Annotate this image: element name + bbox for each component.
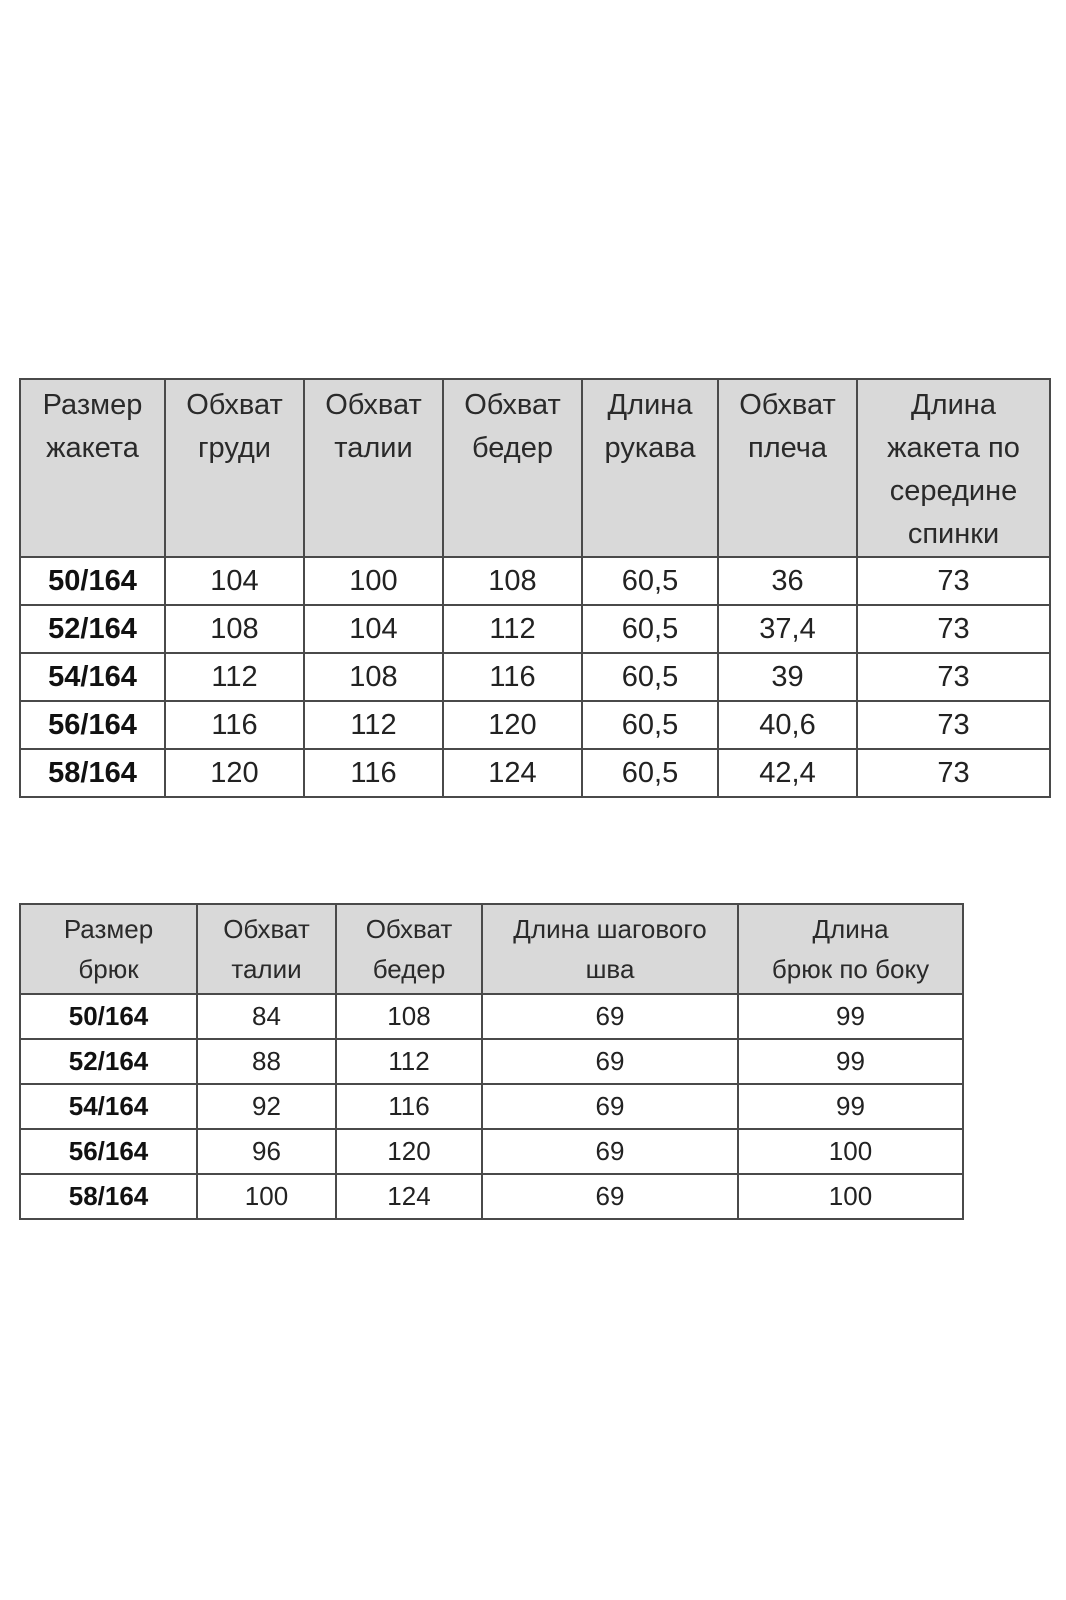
jacket-header-sleeve-length: Длина рукава [582, 379, 718, 557]
table-cell: 124 [336, 1174, 482, 1219]
trousers-header-row [20, 904, 963, 994]
trousers-header-waist: Обхват талии [197, 904, 336, 994]
table-cell: 100 [738, 1174, 963, 1219]
jacket-header-hips: Обхват бедер [443, 379, 582, 557]
table-cell: 73 [857, 605, 1050, 653]
table-cell: 60,5 [582, 749, 718, 797]
table-cell: 69 [482, 994, 738, 1039]
table-cell: 96 [197, 1129, 336, 1174]
table-cell: 108 [336, 994, 482, 1039]
table-cell: 88 [197, 1039, 336, 1084]
size-cell: 58/164 [20, 1174, 197, 1219]
table-cell: 92 [197, 1084, 336, 1129]
table-cell: 104 [304, 605, 443, 653]
jacket-header-chest: Обхват груди [165, 379, 304, 557]
table-cell: 60,5 [582, 605, 718, 653]
table-cell: 108 [443, 557, 582, 605]
table-cell: 73 [857, 749, 1050, 797]
table-cell: 73 [857, 653, 1050, 701]
table-cell: 60,5 [582, 701, 718, 749]
table-cell: 120 [336, 1129, 482, 1174]
table-cell: 108 [304, 653, 443, 701]
trousers-size-table [19, 903, 964, 1220]
table-cell: 116 [443, 653, 582, 701]
table-cell: 69 [482, 1129, 738, 1174]
table-row [20, 653, 1050, 701]
trousers-header-hips: Обхват бедер [336, 904, 482, 994]
table-cell: 108 [165, 605, 304, 653]
table-cell: 84 [197, 994, 336, 1039]
table-row [20, 994, 963, 1039]
table-cell: 112 [336, 1039, 482, 1084]
table-cell: 69 [482, 1084, 738, 1129]
size-cell: 50/164 [20, 994, 197, 1039]
table-cell: 116 [336, 1084, 482, 1129]
table-cell: 36 [718, 557, 857, 605]
table-row [20, 605, 1050, 653]
table-cell: 99 [738, 994, 963, 1039]
table-row [20, 557, 1050, 605]
jacket-header-waist: Обхват талии [304, 379, 443, 557]
jacket-header-shoulder: Обхват плеча [718, 379, 857, 557]
table-row [20, 1174, 963, 1219]
table-cell: 73 [857, 701, 1050, 749]
size-cell: 52/164 [20, 1039, 197, 1084]
table-cell: 69 [482, 1039, 738, 1084]
table-cell: 69 [482, 1174, 738, 1219]
table-cell: 100 [304, 557, 443, 605]
jacket-header-row [20, 379, 1050, 557]
table-cell: 39 [718, 653, 857, 701]
size-cell: 58/164 [20, 749, 165, 797]
table-cell: 42,4 [718, 749, 857, 797]
trousers-header-size: Размер брюк [20, 904, 197, 994]
table-cell: 60,5 [582, 557, 718, 605]
table-row [20, 701, 1050, 749]
size-cell: 52/164 [20, 605, 165, 653]
table-cell: 116 [165, 701, 304, 749]
table-cell: 60,5 [582, 653, 718, 701]
table-row [20, 749, 1050, 797]
size-cell: 54/164 [20, 1084, 197, 1129]
size-cell: 54/164 [20, 653, 165, 701]
size-cell: 56/164 [20, 701, 165, 749]
table-cell: 120 [165, 749, 304, 797]
table-cell: 99 [738, 1084, 963, 1129]
table-cell: 112 [304, 701, 443, 749]
table-cell: 112 [165, 653, 304, 701]
table-cell: 37,4 [718, 605, 857, 653]
table-cell: 112 [443, 605, 582, 653]
size-cell: 50/164 [20, 557, 165, 605]
jacket-header-size: Размер жакета [20, 379, 165, 557]
table-cell: 124 [443, 749, 582, 797]
table-cell: 100 [738, 1129, 963, 1174]
trousers-header-inseam: Длина шагового шва [482, 904, 738, 994]
table-cell: 99 [738, 1039, 963, 1084]
table-row [20, 1129, 963, 1174]
table-cell: 100 [197, 1174, 336, 1219]
trousers-header-side-length: Длина брюк по боку [738, 904, 963, 994]
table-row [20, 1084, 963, 1129]
table-cell: 40,6 [718, 701, 857, 749]
jacket-size-table [19, 378, 1051, 798]
table-cell: 116 [304, 749, 443, 797]
size-cell: 56/164 [20, 1129, 197, 1174]
table-row [20, 1039, 963, 1084]
jacket-header-back-length: Длина жакета по середине спинки [857, 379, 1050, 557]
table-cell: 73 [857, 557, 1050, 605]
table-cell: 104 [165, 557, 304, 605]
table-cell: 120 [443, 701, 582, 749]
